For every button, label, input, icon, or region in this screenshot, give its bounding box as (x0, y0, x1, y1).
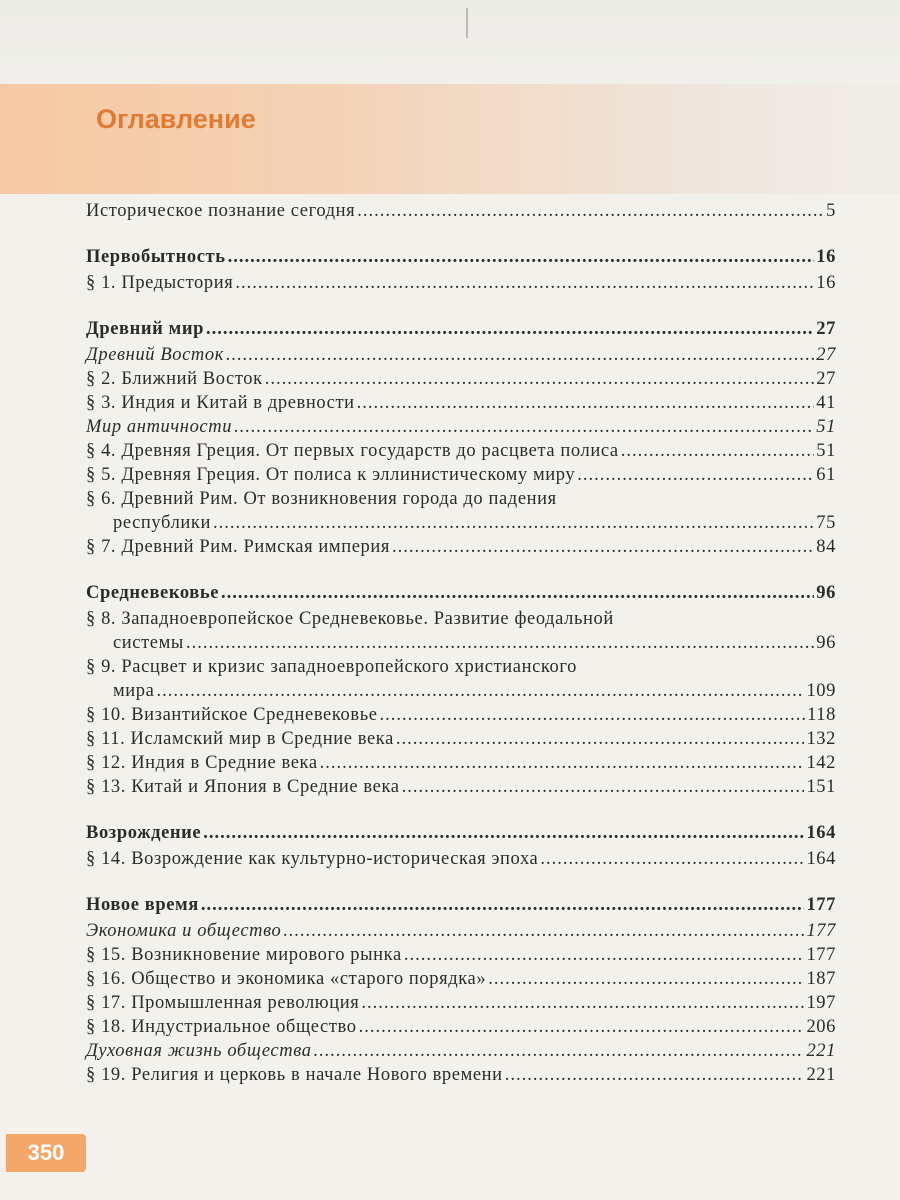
toc-group (86, 317, 836, 559)
toc-page-number: 51 (816, 441, 836, 461)
toc-entry (86, 199, 836, 223)
toc-entry-label-continued: мира (113, 681, 155, 701)
leader-dots (357, 199, 824, 223)
toc-entry (86, 439, 836, 463)
toc-page-number: 221 (806, 1065, 836, 1085)
toc-group (86, 821, 836, 871)
toc-entry (86, 581, 836, 605)
toc-entry-label: § 11. Исламский мир в Средние века (86, 729, 394, 749)
toc-entry (86, 703, 836, 727)
leader-dots (621, 439, 815, 463)
toc-page-number: 61 (816, 465, 836, 485)
leader-dots (221, 581, 814, 605)
toc-entry-label: § 9. Расцвет и кризис западноевропейского христианского (86, 657, 577, 677)
leader-dots (361, 991, 804, 1015)
toc-group (86, 245, 836, 295)
leader-dots (206, 317, 814, 341)
toc-page-number: 177 (806, 945, 836, 965)
toc-group (86, 581, 836, 799)
toc-entry (86, 1063, 836, 1087)
toc-entry (86, 535, 836, 559)
toc-entry-label: Средневековье (86, 583, 220, 603)
toc-entry (86, 271, 836, 295)
leader-dots (226, 343, 814, 367)
toc-page-number: 187 (806, 969, 836, 989)
leader-dots (577, 463, 814, 487)
toc-page-number: 84 (816, 537, 836, 557)
leader-dots (265, 367, 815, 391)
toc-entry-label-continued: системы (113, 633, 184, 653)
leader-dots (357, 391, 815, 415)
toc-entry (86, 245, 836, 269)
toc-entry-label: Историческое познание сегодня (86, 201, 356, 221)
toc-entry-label: Духовная жизнь общества (86, 1041, 312, 1061)
leader-dots (201, 893, 805, 917)
leader-dots (396, 727, 805, 751)
leader-dots (213, 511, 814, 535)
leader-dots (359, 1015, 805, 1039)
toc-entry (86, 943, 836, 967)
toc-entry (86, 775, 836, 799)
page-number: 350 (6, 1134, 86, 1172)
toc-group (86, 199, 836, 223)
toc-entry (86, 317, 836, 341)
toc-entry (86, 607, 836, 655)
toc-entry (86, 391, 836, 415)
toc-page-number: 197 (806, 993, 836, 1013)
toc-page-number: 177 (806, 895, 836, 915)
toc-entry-label: § 13. Китай и Япония в Средние века (86, 777, 400, 797)
toc-page-number: 151 (806, 777, 836, 797)
toc-entry-label: § 6. Древний Рим. От возникновения города до падения (86, 489, 557, 509)
toc-entry-label: § 19. Религия и церковь в начале Нового времени (86, 1065, 503, 1085)
spine-mark (466, 8, 468, 38)
leader-dots (380, 703, 806, 727)
toc-page-number: 164 (806, 849, 836, 869)
leader-dots (203, 821, 804, 845)
toc-entry (86, 991, 836, 1015)
toc-entry (86, 751, 836, 775)
toc-page-number: 16 (816, 273, 836, 293)
toc-entry-label-continued: республики (113, 513, 212, 533)
leader-dots (228, 245, 815, 269)
toc-entry-label: § 1. Предыстория (86, 273, 234, 293)
toc-entry-label: § 14. Возрождение как культурно-историческая эпоха (86, 849, 539, 869)
toc-entry (86, 821, 836, 845)
toc-entry (86, 343, 836, 367)
leader-dots (392, 535, 814, 559)
page-title: Оглавление (96, 104, 256, 134)
toc-entry-label: Древний Восток (86, 345, 224, 365)
toc-page-number: 27 (816, 319, 836, 339)
leader-dots (540, 847, 804, 871)
leader-dots (320, 751, 805, 775)
toc-entry (86, 463, 836, 487)
leader-dots (314, 1039, 805, 1063)
toc-entry (86, 367, 836, 391)
leader-dots (402, 775, 805, 799)
toc-entry-label: § 16. Общество и экономика «старого порядка» (86, 969, 487, 989)
toc-entry-label: Новое время (86, 895, 199, 915)
toc-page-number: 177 (806, 921, 836, 941)
toc-entry (86, 487, 836, 535)
toc-group (86, 893, 836, 1087)
page-top-margin (0, 0, 900, 85)
toc-page-number: 41 (816, 393, 836, 413)
toc-page-number: 51 (816, 417, 836, 437)
toc-page-number: 96 (816, 583, 836, 603)
toc-page-number: 27 (816, 345, 836, 365)
toc-page-number: 164 (806, 823, 836, 843)
toc-entry-label: § 2. Ближний Восток (86, 369, 263, 389)
toc-entry (86, 655, 836, 703)
toc-entry-label: § 4. Древняя Греция. От первых государств до расцвета полиса (86, 441, 619, 461)
toc-page-number: 109 (806, 681, 836, 701)
toc-page-number: 27 (816, 369, 836, 389)
toc-entry (86, 967, 836, 991)
toc-entry-label: § 5. Древняя Греция. От полиса к эллинистическому миру (86, 465, 576, 485)
toc-entry (86, 893, 836, 917)
toc-entry (86, 847, 836, 871)
toc-entry-continuation (86, 679, 836, 703)
toc-entry-continuation (86, 631, 836, 655)
leader-dots (186, 631, 814, 655)
toc-page-number: 206 (806, 1017, 836, 1037)
toc-entry-label: Древний мир (86, 319, 204, 339)
toc-entry-label: § 8. Западноевропейское Средневековье. Развитие феодальной (86, 609, 614, 629)
toc-entry (86, 415, 836, 439)
toc-entry-label: § 10. Византийское Средневековье (86, 705, 378, 725)
toc-entry-label: § 3. Индия и Китай в древности (86, 393, 355, 413)
toc-page-number: 5 (826, 201, 836, 221)
header-band (0, 84, 900, 194)
leader-dots (234, 415, 814, 439)
toc-entry-label: § 18. Индустриальное общество (86, 1017, 357, 1037)
leader-dots (404, 943, 805, 967)
leader-dots (156, 679, 804, 703)
leader-dots (505, 1063, 805, 1087)
toc-entry-label: Возрождение (86, 823, 202, 843)
toc-entry-continuation (86, 511, 836, 535)
toc-page-number: 221 (806, 1041, 836, 1061)
toc-page-number: 16 (816, 247, 836, 267)
leader-dots (283, 919, 804, 943)
toc-entry-label: § 17. Промышленная революция (86, 993, 360, 1013)
toc-entry-label: § 15. Возникновение мирового рынка (86, 945, 402, 965)
toc-entry (86, 727, 836, 751)
toc-page-number: 118 (807, 705, 836, 725)
toc-entry-label: Экономика и общество (86, 921, 282, 941)
leader-dots (235, 271, 814, 295)
toc-entry (86, 919, 836, 943)
toc-page-number: 96 (816, 633, 836, 653)
toc-page-number: 132 (806, 729, 836, 749)
toc-entry-label: Первобытность (86, 247, 226, 267)
table-of-contents (86, 199, 836, 1109)
toc-entry-label: § 7. Древний Рим. Римская империя (86, 537, 391, 557)
toc-entry-label: § 12. Индия в Средние века (86, 753, 318, 773)
toc-entry (86, 1015, 836, 1039)
toc-page-number: 75 (816, 513, 836, 533)
toc-entry-label: Мир античности (86, 417, 233, 437)
toc-page-number: 142 (806, 753, 836, 773)
leader-dots (488, 967, 804, 991)
toc-entry (86, 1039, 836, 1063)
